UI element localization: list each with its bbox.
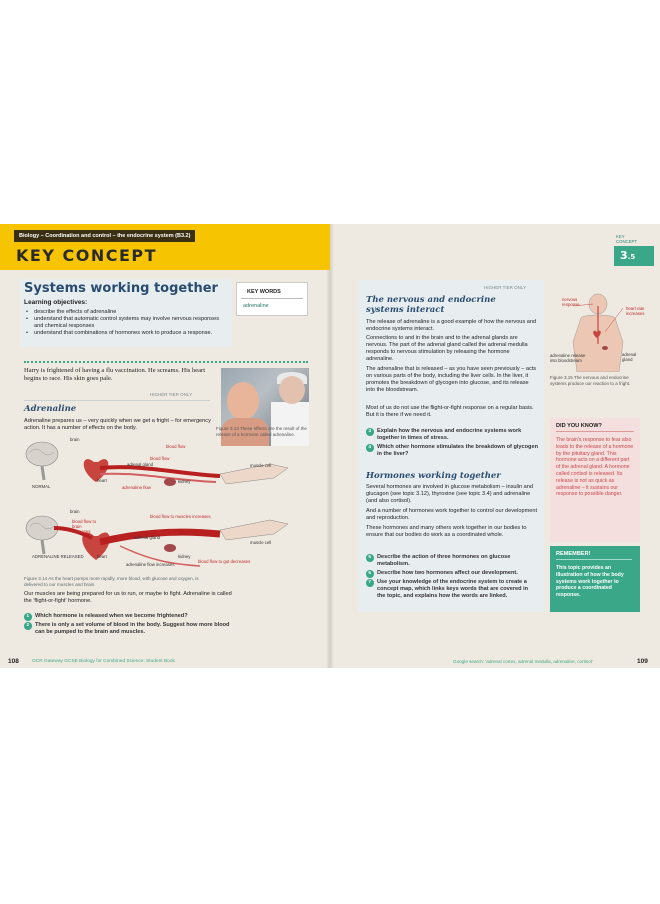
page-title: Systems working together: [24, 281, 218, 296]
question-text: Which other hormone stimulates the breakdown of glycogen in the liver?: [377, 444, 538, 457]
adrenaline-text: Adrenaline prepares us – very quickly when we get a fright – for emergency action. It has a number of effects on the body.: [24, 418, 211, 431]
label-heart-2: heart: [97, 554, 107, 559]
body-caption: Figure 3.15 The nervous and endocrine systems produce our reaction to a fright.: [550, 375, 631, 386]
topic-badge-sub: .5: [627, 253, 636, 261]
photo-caption: Figure 3.13 These effects are the result of the release of a hormone called adrenaline.: [216, 426, 307, 437]
brain-stem: [42, 466, 44, 480]
footer-left: OCR Gateway GCSE Biology for Combined Science: Student Book: [32, 659, 175, 664]
question-item: [366, 579, 538, 600]
tier-label: HIGHER TIER ONLY: [150, 392, 193, 397]
paragraph-7: These hormones and many others work together in our bodies to ensure that our bodies do work as a coordinated whole.: [366, 525, 527, 538]
remember-text: This topic provides an illustration of how the body systems work together to produce a coordinated response.: [556, 565, 624, 599]
label-blood-flow-brain: blood flow to brain increases: [72, 519, 97, 534]
kidney-shape: [164, 478, 176, 486]
question-text: Use your knowledge of the endocrine system to create a concept map, which links keys words that are covered in the topic, and explains how the words are linked.: [377, 579, 529, 599]
heading-hormones: Hormones working together: [366, 471, 501, 481]
question-item: [24, 622, 234, 636]
question-text: Describe the action of three hormones on glucose metabolism.: [377, 554, 511, 567]
question-text: Explain how the nervous and endocrine systems work together in times of stress.: [377, 428, 522, 441]
page-number-right: 109: [637, 658, 648, 665]
list-item: • understand that automatic control systems may involve nervous responses and chemical responses: [26, 316, 226, 330]
label-adrenaline-flow-increases: adrenaline flow increases: [126, 562, 175, 567]
question-number: 3: [366, 428, 374, 436]
footer-right: Google search: 'adrenal cortex, adrenal medulla, adrenaline, cortisol': [453, 659, 593, 664]
learning-objectives-title: Learning objectives:: [24, 299, 88, 306]
topic-badge: [614, 246, 654, 266]
label-kidney: kidney: [178, 479, 191, 484]
questions-b: [366, 554, 538, 602]
key-words-box: [236, 282, 308, 316]
question-item: [366, 444, 538, 458]
label-blood-flow-b: blood flow: [150, 456, 170, 461]
label-adrenal-gland-2: adrenal gland: [134, 535, 161, 540]
arm-shape-2: [220, 520, 288, 540]
page-number-left: 108: [8, 658, 19, 665]
question-number: 5: [366, 554, 374, 562]
label-brain-2: brain: [70, 509, 80, 514]
label-muscle-2: muscle cell: [250, 540, 272, 545]
question-number: 6: [366, 570, 374, 578]
topic-tab: Biology – Coordination and control – the endocrine system (B3.2): [14, 230, 195, 242]
paragraph-1: The release of adrenaline is a good example of how the nervous and endocrine systems interact.: [366, 319, 537, 332]
doctor-figure: [279, 376, 305, 404]
key-words-title: KEY WORDS: [241, 283, 303, 299]
list-item: • describe the effects of adrenaline: [26, 309, 226, 316]
muscles-text: Our muscles are being prepared for us to run, or maybe to fight. Adrenaline is called the 'flight-or-fight' hormone.: [24, 591, 232, 604]
question-text: Which hormone is released when we become frightened?: [35, 613, 188, 619]
intro-text: Harry is frightened of having a flu vaccination. He screams. His heart begins to race. His skin goes pale.: [24, 367, 206, 382]
paragraph-5: Several hormones are involved in glucose metabolism – insulin and glucagon (see topic 3.12), thyroxine (see topic 3.4) and adrenaline (and also cortisol).: [366, 484, 533, 504]
label-adrenal-gland: adrenal gland: [127, 462, 154, 467]
key-concept-title: KEY CONCEPT: [16, 246, 158, 265]
list-item: • understand that combinations of hormones work to produce a response.: [26, 330, 226, 337]
did-you-know-divider: [556, 431, 634, 432]
label-adrenaline-released: ADRENALINE RELEASED: [32, 554, 84, 559]
question-number: 4: [366, 444, 374, 452]
label-nervous-response: nervous response: [562, 297, 580, 307]
did-you-know-text: The brain's response to fear also leads to the release of a hormone by the pituitary gland. This hormone acts on a different part of the adrenal gland. A hormone called cortisol is released. Its release is not as quick as adrenaline – it sustains our response to possible danger.: [556, 437, 634, 498]
questions-a: [366, 428, 538, 460]
question-number: 1: [24, 613, 32, 621]
label-heart: heart: [97, 478, 107, 483]
brain-stem-2: [42, 540, 44, 554]
label-blood-flow: blood flow: [166, 444, 186, 449]
label-muscle: muscle cell: [250, 463, 272, 468]
label-heart-rate: heart rate increases: [626, 306, 645, 316]
label-normal: NORMAL: [32, 484, 51, 489]
adrenaline-heading: Adrenaline: [24, 404, 77, 414]
brain-shape: [26, 442, 58, 466]
label-blood-flow-gut: blood flow to gut decreases: [198, 559, 251, 564]
question-item: [24, 613, 234, 620]
paragraph-3: The adrenaline that is released – as you have seen previously – acts on various parts of the body, including the liver cells. In the liver, it promotes the breakdown of glycogen into glucose, and its release into the bloodstream.: [366, 366, 537, 393]
heading-nervous-endocrine: The nervous and endocrine systems interact: [366, 295, 496, 315]
did-you-know-title: DID YOU KNOW?: [556, 423, 602, 429]
label-adrenal-gland-body: adrenal gland: [622, 352, 637, 362]
tier-divider: [24, 400, 210, 401]
boy-figure: [227, 382, 259, 420]
learning-objectives-list: [26, 309, 226, 337]
key-concept-label: KEY CONCEPT: [616, 234, 638, 244]
brain-shape-2: [26, 516, 58, 540]
figure-caption: Figure 3.14 As the heart pumps more rapidly, more blood, with glucose and oxygen, is delivered to our muscles and brain.: [24, 576, 199, 587]
remember-title: REMEMBER!: [556, 551, 591, 557]
question-text: Describe how two hormones affect our development.: [377, 570, 518, 576]
question-number: 2: [24, 622, 32, 630]
label-kidney-2: kidney: [178, 554, 191, 559]
label-blood-flow-muscles: blood flow to muscles increases: [150, 514, 211, 519]
tier-label-right: HIGHER TIER ONLY: [484, 285, 527, 290]
label-adrenaline-release: adrenaline release into bloodstream: [550, 353, 586, 363]
question-item: [366, 554, 538, 568]
topic-badge-main: 3: [620, 249, 628, 262]
paragraph-2: Connections to and in the brain and to the adrenal glands are nervous. The part of the adrenal gland called the adrenal medulla responds to nervous stimulation by releasing the hormone adrenaline.: [366, 335, 528, 362]
question-text: There is only a set volume of blood in the body. Suggest how more blood can be pumped to the brain and muscles.: [35, 622, 230, 635]
kidney-shape-2: [164, 544, 176, 552]
label-brain: brain: [70, 437, 80, 442]
question-item: [366, 570, 538, 577]
paragraph-4: Most of us do not use the flight-or-fight response on a regular basis. But it is there if we need it.: [366, 405, 534, 418]
paragraph-6: And a number of hormones work together to control our development and reproduction.: [366, 508, 538, 521]
gutter: [326, 224, 334, 668]
label-blood-flow-2: blood flow: [158, 530, 178, 535]
questions-left: [24, 613, 234, 638]
question-number: 7: [366, 579, 374, 587]
question-item: [366, 428, 538, 442]
label-adrenaline-flow: adrenaline flow: [122, 485, 151, 490]
remember-divider: [556, 559, 632, 560]
adrenal-gland-icon: [602, 346, 608, 350]
key-word: adrenaline: [243, 303, 269, 309]
divider: [24, 361, 308, 363]
